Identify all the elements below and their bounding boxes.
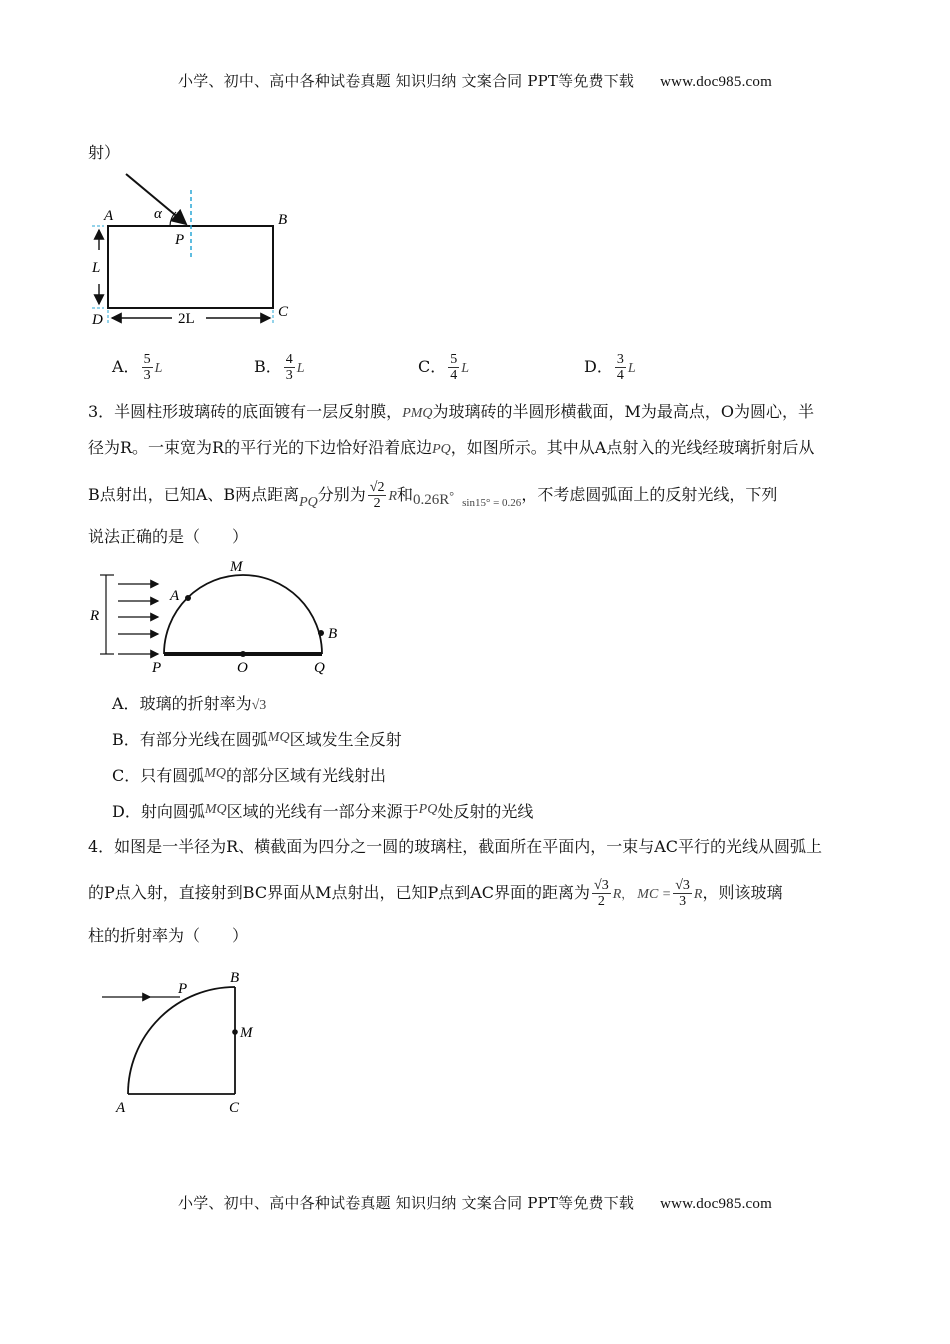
q3-line-2: 径为R。一束宽为R的平行光的下边恰好沿着底边PQ，如图所示。其中从A点射入的光线经玻璃折射后从 (88, 438, 815, 457)
q3-option-b[interactable]: B．有部分光线在圆弧MQ区域发生全反射 (112, 730, 402, 749)
semicircle-arc (164, 575, 322, 654)
q3-option-d[interactable]: D．射向圆弧MQ区域的光线有一部分来源于PQ处反射的光线 (112, 802, 534, 821)
header-text: 小学、初中、高中各种试卷真题 知识归纳 文案合同 PPT等免费下载 (178, 72, 635, 90)
quarter-arc (128, 987, 235, 1094)
q3-line-4: 说法正确的是（ ） (88, 527, 249, 546)
label-2L: 2L (178, 311, 195, 327)
label-A: A (116, 1100, 126, 1116)
header-url[interactable]: www.doc985.com (660, 74, 772, 90)
label-A: A (104, 208, 114, 224)
label-A: A (170, 588, 180, 604)
q4-diagram (96, 964, 276, 1122)
label-alpha: α (154, 206, 162, 222)
q3-line-1: 3．半圆柱形玻璃砖的底面镀有一层反射膜，PMQ为玻璃砖的半圆形横截面，M为最高点，O为圆心，半 (88, 402, 815, 421)
footer-url[interactable]: www.doc985.com (660, 1196, 772, 1212)
point-B-dot (318, 630, 324, 636)
q2-option-a[interactable]: A． $\frac{5}{3}$ L (112, 352, 163, 383)
point-M-dot (232, 1029, 238, 1035)
page-header (0, 70, 950, 91)
q3-option-c[interactable]: C．只有圆弧MQ的部分区域有光线射出 (112, 766, 387, 785)
q2-tail: 射） (88, 143, 121, 162)
label-P: P (175, 232, 185, 248)
label-B: B (230, 970, 240, 986)
q3-option-a[interactable]: A．玻璃的折射率为√3 (112, 694, 267, 713)
q4-line-2: 的P点入射，直接射到BC界面从M点射出，已知P点到AC界面的距离为 $\frac{√3}{2}$ R， MC = $\frac{√3}{3}$ R，则该玻璃 (88, 878, 783, 909)
q4-line-3: 柱的折射率为（ ） (88, 926, 249, 945)
q4-line-1: 4．如图是一半径为R、横截面为四分之一圆的玻璃柱，截面所在平面内，一束与AC平行的光线从圆弧上 (88, 837, 823, 856)
q2-option-c[interactable]: C． $\frac{5}{4}$ L (418, 352, 470, 383)
glass-block-rect (108, 226, 273, 308)
label-D: D (92, 312, 103, 328)
label-B: B (278, 212, 288, 228)
q2-diagram (80, 168, 310, 330)
center-O-dot (240, 651, 246, 657)
label-C: C (229, 1100, 240, 1116)
label-L: L (92, 260, 101, 276)
label-C: C (278, 304, 289, 320)
q3-diagram (84, 556, 344, 680)
label-M: M (230, 559, 243, 575)
page-footer (0, 1192, 950, 1213)
q3-line-3: B点射出，已知A、B两点距离PQ分别为 $\frac{√2}{2}$ R和0.26R° $_{sin15^\circ = 0.26}$，不考虑圆弧面上的反射光线，下列 (88, 480, 778, 511)
footer-text: 小学、初中、高中各种试卷真题 知识归纳 文案合同 PPT等免费下载 (178, 1194, 635, 1212)
point-A-dot (185, 595, 191, 601)
label-B: B (328, 626, 338, 642)
q2-option-b[interactable]: B． $\frac{4}{3}$ L (254, 352, 305, 383)
label-P: P (152, 660, 162, 676)
label-R: R (90, 608, 100, 624)
label-P: P (178, 981, 188, 997)
label-M: M (240, 1025, 253, 1041)
q2-option-d[interactable]: D． $\frac{3}{4}$ L (584, 352, 636, 383)
label-Q: Q (314, 660, 325, 676)
label-O: O (237, 660, 248, 676)
